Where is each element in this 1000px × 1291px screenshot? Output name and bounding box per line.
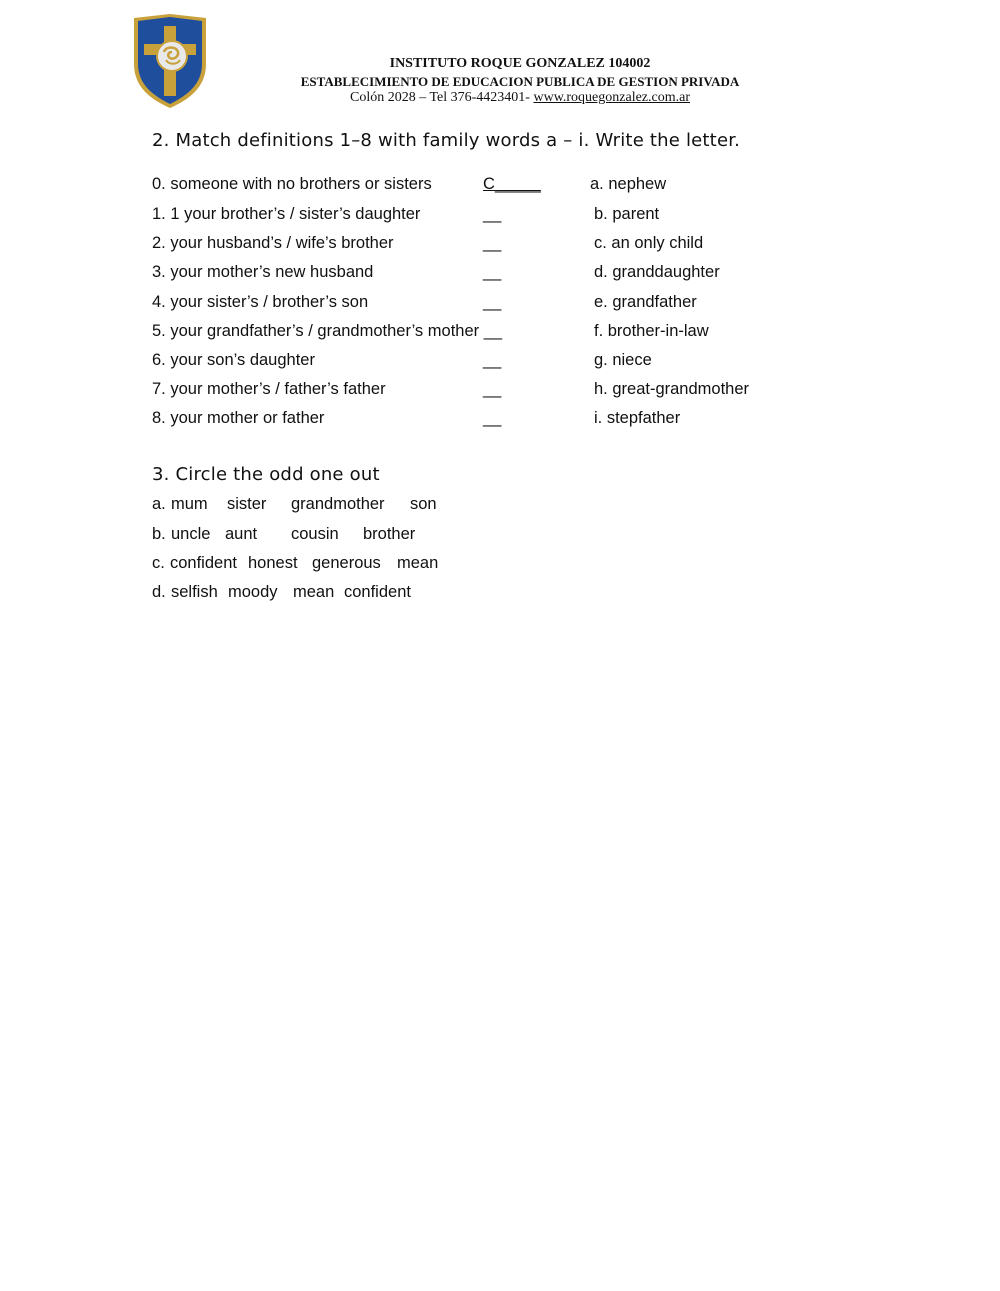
match-row	[152, 322, 852, 346]
answer-blank[interactable]: __	[483, 351, 502, 369]
definition-text: 3. your mother’s new husband	[152, 263, 374, 281]
definition-text: 0. someone with no brothers or sisters	[152, 175, 432, 193]
word-option[interactable]: sister	[227, 495, 267, 513]
family-word-option: a. nephew	[590, 175, 667, 193]
answer-blank[interactable]: __	[483, 293, 502, 311]
word-option[interactable]: mean	[293, 583, 335, 601]
word-option[interactable]: selfish	[171, 583, 218, 601]
definition-text: 8. your mother or father	[152, 409, 325, 427]
section3-title: 3. Circle the odd one out	[152, 464, 380, 485]
institution-name: INSTITUTO ROQUE GONZALEZ 104002	[389, 56, 651, 71]
row-label: a.	[152, 495, 166, 513]
answer-blank[interactable]: __	[483, 263, 502, 281]
match-row	[152, 380, 852, 404]
definition-text: 2. your husband’s / wife’s brother	[152, 234, 394, 252]
word-option[interactable]: confident	[170, 554, 237, 572]
match-row	[152, 234, 852, 258]
family-word-option: b. parent	[594, 205, 660, 223]
family-word-option: e. grandfather	[594, 293, 697, 311]
address-text: Colón 2028 – Tel 376-4423401-	[349, 90, 534, 105]
word-option[interactable]: son	[410, 495, 437, 513]
definition-text: 6. your son’s daughter	[152, 351, 315, 369]
match-row	[152, 409, 852, 433]
definition-text: 4. your sister’s / brother’s son	[152, 293, 369, 311]
match-row	[152, 205, 852, 229]
word-option[interactable]: cousin	[291, 525, 339, 543]
word-option[interactable]: mum	[171, 495, 208, 513]
answer-blank[interactable]: __	[483, 380, 502, 398]
row-label: c.	[152, 554, 165, 572]
row-label: d.	[152, 583, 166, 601]
institution-subtitle: ESTABLECIMIENTO DE EDUCACION PUBLICA DE GESTION PRIVADA	[300, 74, 740, 89]
family-word-option: d. granddaughter	[594, 263, 720, 281]
family-word-option: f. brother-in-law	[594, 322, 709, 340]
section2-title: 2. Match definitions 1–8 with family words a – i. Write the letter.	[152, 130, 741, 151]
answer-blank[interactable]: __	[483, 205, 502, 223]
definition-text: 1. 1 your brother’s / sister’s daughter	[152, 205, 421, 223]
word-option[interactable]: brother	[363, 525, 416, 543]
match-row	[152, 293, 852, 317]
answer-blank[interactable]: __	[483, 409, 502, 427]
word-option[interactable]: generous	[312, 554, 381, 572]
word-option[interactable]: aunt	[225, 525, 258, 543]
definition-text: 7. your mother’s / father’s father	[152, 380, 386, 398]
institution-contact	[270, 90, 770, 106]
word-option[interactable]: grandmother	[291, 495, 385, 513]
match-row	[152, 263, 852, 287]
match-row	[152, 351, 852, 375]
match-row	[152, 175, 852, 199]
family-word-option: g. niece	[594, 351, 652, 369]
website-link[interactable]: www.roquegonzalez.com.ar	[533, 90, 690, 105]
family-word-option: i. stepfather	[594, 409, 681, 427]
word-option[interactable]: confident	[344, 583, 411, 601]
family-word-option: h. great-grandmother	[594, 380, 750, 398]
school-crest-logo	[130, 12, 210, 110]
word-option[interactable]: uncle	[171, 525, 211, 543]
answer-blank[interactable]: __	[483, 234, 502, 252]
answer-blank[interactable]: C_____	[483, 175, 541, 193]
word-option[interactable]: honest	[248, 554, 298, 572]
word-option[interactable]: moody	[228, 583, 278, 601]
word-option[interactable]: mean	[397, 554, 439, 572]
row-label: b.	[152, 525, 166, 543]
family-word-option: c. an only child	[594, 234, 704, 252]
definition-text: 5. your grandfather’s / grandmother’s mother __	[152, 322, 503, 340]
